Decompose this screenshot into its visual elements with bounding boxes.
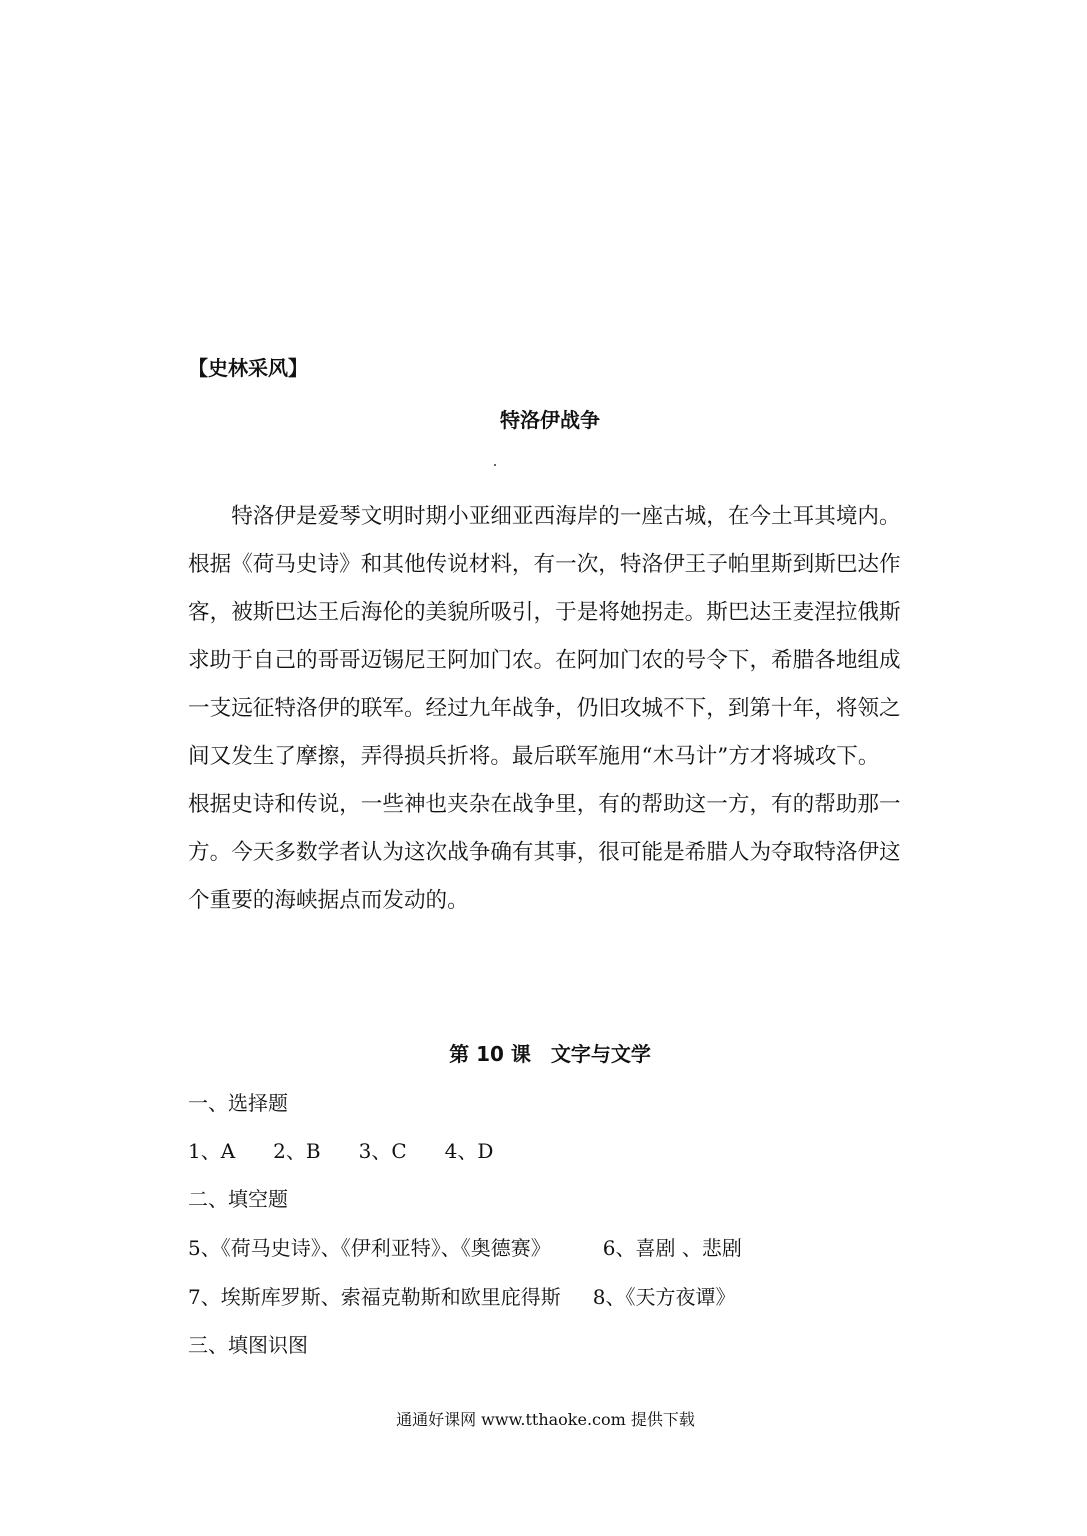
lesson-title: 第 10 课 文字与文学 xyxy=(449,1042,651,1066)
article-line: 根据《荷马史诗》和其他传说材料，有一次，特洛伊王子帕里斯到斯巴达作 xyxy=(188,552,901,577)
fill-answers-7-8 xyxy=(188,1283,735,1311)
answer-7: 7、埃斯库罗斯、索福克勒斯和欧里庇得斯 xyxy=(188,1285,561,1309)
section-heading-choice: 一、选择题 xyxy=(188,1091,288,1115)
article-line: 求助于自己的哥哥迈锡尼王阿加门农。在阿加门农的号令下，希腊各地组成 xyxy=(188,648,901,673)
section-heading: 【史林采风】 xyxy=(188,356,308,380)
fill-answers-5-6 xyxy=(188,1234,742,1262)
answer-2: 2、B xyxy=(273,1139,321,1163)
article-line: 方。今天多数学者认为这次战争确有其事，很可能是希腊人为夺取特洛伊这 xyxy=(188,840,901,865)
answer-1: 1、A xyxy=(188,1139,236,1163)
article-line: 一支远征特洛伊的联军。经过九年战争，仍旧攻城不下，到第十年，将领之 xyxy=(188,696,901,721)
article-line: 间又发生了摩擦，弄得损兵折将。最后联军施用“木马计”方才将城攻下。 xyxy=(188,744,880,769)
answer-4: 4、D xyxy=(444,1139,494,1163)
choice-answers xyxy=(188,1137,493,1165)
answer-3: 3、C xyxy=(358,1139,407,1163)
stray-mark xyxy=(494,464,496,466)
answer-6: 6、喜剧 、悲剧 xyxy=(602,1236,742,1260)
article-title: 特洛伊战争 xyxy=(500,408,600,432)
section-heading-map: 三、填图识图 xyxy=(188,1333,308,1357)
article-line: 特洛伊是爱琴文明时期小亚细亚西海岸的一座古城，在今土耳其境内。 xyxy=(188,504,901,529)
footer-download-note: 通通好课网 www.tthaoke.com 提供下载 xyxy=(396,1410,695,1429)
section-heading-fill: 二、填空题 xyxy=(188,1187,288,1211)
answer-8: 8、《天方夜谭》 xyxy=(592,1285,736,1309)
article-line: 根据史诗和传说，一些神也夹杂在战争里，有的帮助这一方，有的帮助那一 xyxy=(188,792,901,817)
answer-5: 5、《荷马史诗》、《伊利亚特》、《奥德赛》 xyxy=(188,1236,551,1260)
article-line: 客，被斯巴达王后海伦的美貌所吸引，于是将她拐走。斯巴达王麦涅拉俄斯 xyxy=(188,600,901,625)
article-line: 个重要的海峡据点而发动的。 xyxy=(188,888,469,913)
